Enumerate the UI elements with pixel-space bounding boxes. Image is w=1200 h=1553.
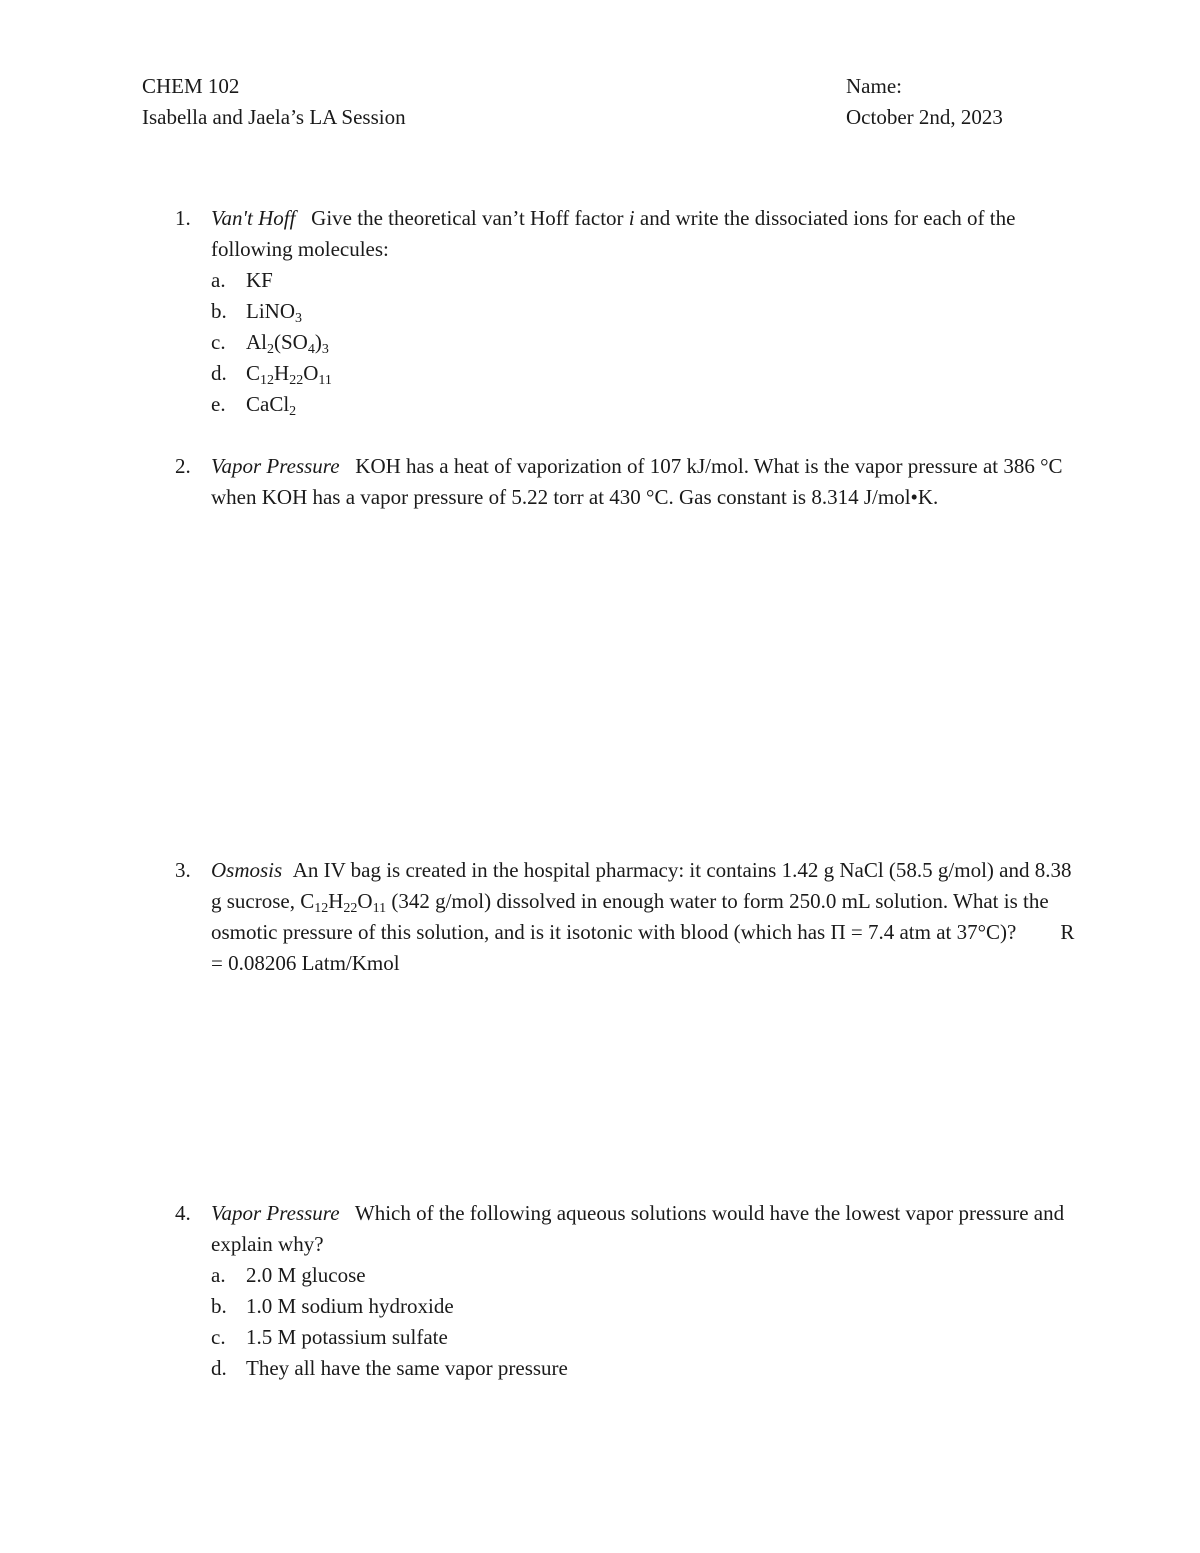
subscript: 22 (343, 901, 358, 916)
question-topic: Osmosis (211, 858, 283, 882)
option-text: 1.0 M sodium hydroxide (246, 1294, 454, 1318)
option-list (175, 265, 1075, 420)
option-item (175, 265, 1075, 296)
option-item (175, 1353, 1075, 1384)
formula-subscript: 22 (289, 373, 304, 388)
option-text: 1.5 M potassium sulfate (246, 1325, 448, 1349)
session-title: Isabella and Jaela’s LA Session (142, 105, 406, 129)
formula-text: (SO (274, 330, 308, 354)
formula-text: C (246, 361, 261, 385)
option-letter: e. (211, 392, 226, 416)
question-prompt (211, 203, 1075, 265)
question-prompt (211, 1198, 1075, 1260)
chemical-formula (246, 265, 273, 296)
option-item (175, 389, 1075, 420)
name-label: Name: (846, 74, 902, 98)
option-letter: a. (211, 1263, 226, 1287)
option-letter: c. (211, 1325, 226, 1349)
option-item (175, 296, 1075, 327)
option-text: 2.0 M glucose (246, 1263, 366, 1287)
formula-subscript: 12 (260, 373, 275, 388)
chemical-formula (246, 358, 332, 389)
prompt-text: and write the dissociated ions for each of the following molecules: (211, 206, 1016, 261)
question-number: 1. (175, 206, 191, 230)
worksheet-date: October 2nd, 2023 (846, 105, 1003, 129)
subscript: 11 (372, 901, 387, 916)
formula-subscript: 3 (295, 311, 302, 326)
question-2 (175, 451, 1075, 513)
option-item (175, 327, 1075, 358)
prompt-text: H (328, 889, 344, 913)
option-letter: b. (211, 299, 227, 323)
prompt-text: KOH has a heat of vaporization of 107 kJ/mol. What is the vapor pressure at 386 °C when KOH has a vapor pressure of 5.22 torr at 430 °C. Gas constant is 8.314 J/mol•K. (211, 454, 1063, 509)
option-item (175, 358, 1075, 389)
question-number: 4. (175, 1201, 191, 1225)
formula-text: ) (314, 330, 322, 354)
question-1 (175, 203, 1075, 420)
prompt-text: (342 g/mol) dissolved in enough water to form 250.0 mL solution. What is the osmotic pressure of this solution, and is it isotonic with blood (which has Π = 7.4 atm at 37°C)? (211, 889, 1049, 944)
formula-subscript: 11 (318, 373, 332, 388)
prompt-text: Which of the following aqueous solutions would have the lowest vapor pressure and explain why? (211, 1201, 1065, 1256)
formula-subscript: 2 (289, 404, 297, 419)
chemical-formula (246, 296, 302, 327)
question-prompt (211, 855, 1075, 979)
option-letter: d. (211, 361, 227, 385)
formula-subscript: 3 (321, 342, 329, 357)
option-letter: b. (211, 1294, 227, 1318)
formula-subscript: 2 (267, 342, 274, 357)
formula-text: Al (246, 330, 267, 354)
question-topic: Van't Hoff (211, 206, 296, 230)
formula-text: O (303, 361, 319, 385)
header-right (846, 71, 1003, 133)
question-topic: Vapor Pressure (211, 1201, 340, 1225)
question-topic: Vapor Pressure (211, 454, 340, 478)
variable-i: i (628, 206, 635, 230)
question-number: 3. (175, 858, 191, 882)
chemical-formula (246, 389, 296, 420)
subscript: 12 (314, 901, 329, 916)
course-title: CHEM 102 (142, 74, 240, 98)
option-item (175, 1260, 1075, 1291)
formula-subscript: 4 (307, 342, 315, 357)
question-3 (175, 855, 1075, 979)
question-4 (175, 1198, 1075, 1384)
prompt-text: An IV bag is created in the hospital pharmacy: it contains 1.42 g NaCl (58.5 g/mol) and 8.38 g sucrose, C (211, 858, 1072, 913)
option-item (175, 1291, 1075, 1322)
option-item (175, 1322, 1075, 1353)
formula-text: CaCl (246, 392, 290, 416)
gas-constant: R = 0.08206 Latm/Kmol (211, 920, 1075, 975)
formula-text: LiNO (246, 299, 295, 323)
option-list (175, 1260, 1075, 1384)
prompt-text: Give the theoretical van’t Hoff factor (311, 206, 624, 230)
option-letter: d. (211, 1356, 227, 1380)
option-text: They all have the same vapor pressure (246, 1356, 568, 1380)
formula-text: KF (246, 268, 273, 292)
formula-text: H (274, 361, 290, 385)
question-number: 2. (175, 454, 191, 478)
header-left (142, 71, 406, 133)
prompt-text: O (357, 889, 373, 913)
chemical-formula (246, 327, 329, 358)
option-letter: c. (211, 330, 226, 354)
question-prompt (211, 451, 1075, 513)
option-letter: a. (211, 268, 226, 292)
